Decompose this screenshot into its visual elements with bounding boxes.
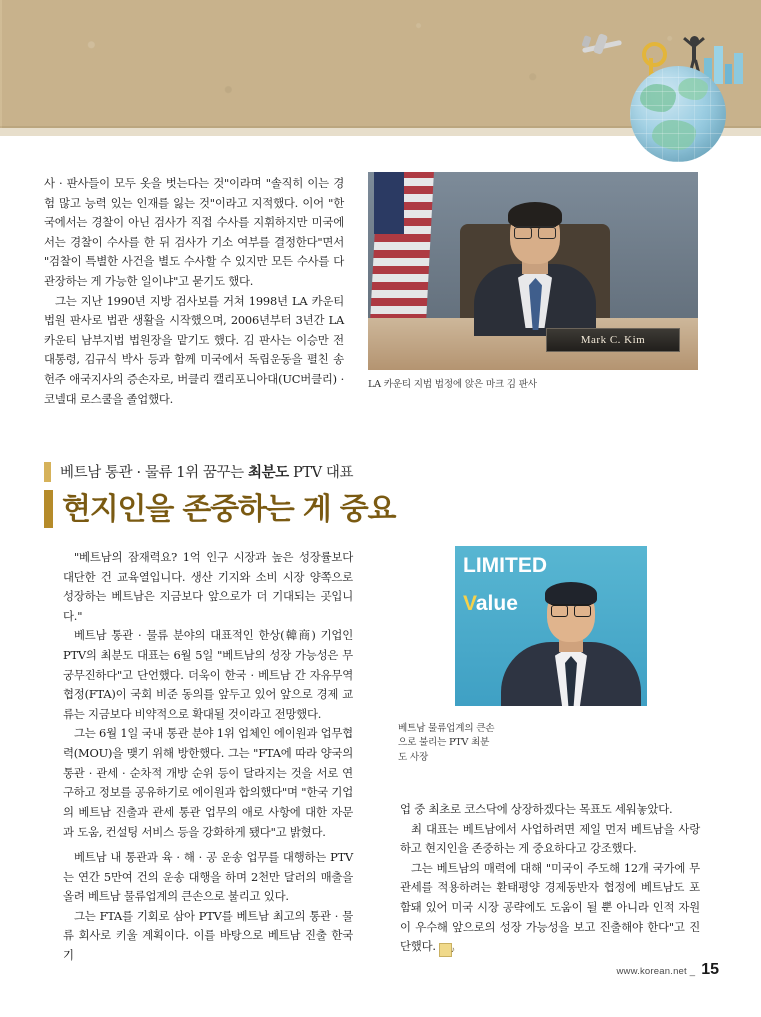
paragraph: 베트남 내 통관과 육 · 해 · 공 운송 업무를 대행하는 PTV는 연간 5만여 건의 운송 대행을 하며 2천만 달러의 매출을 올려 베트남 물류업계의 큰손으로 불리고 있다. [63,850,353,904]
judge-photo [368,172,698,370]
kicker-accent-bar [44,462,51,482]
paragraph-text: 그는 베트남의 매력에 대해 "미국이 주도해 12개 국가에 무관세를 적용하려는 환태평양 경제동반자 협정에 베트남도 포함돼 있어 미국 시장 공략에도 도움이 될 뿐 아니라 인적 자원이 우수해 앞으로의 성장 가능성을 보고 진출해야 한다"고 진단했다. [400,860,700,954]
headline-accent-bar [44,490,53,528]
paragraph: 업 중 최초로 코스닥에 상장하겠다는 목표도 세워놓았다. [400,802,673,816]
globe-illustration [580,18,750,163]
ceo-glasses-icon [551,604,591,615]
page-number: 15 [701,961,719,978]
paragraph: 베트남 통관 · 물류 분야의 대표적인 한상(韓商) 기업인 PTV의 최분도 대표는 6월 5일 "베트남의 성장 가능성은 무궁무진하다"고 단언했다. 더욱이 한국 · 베트남 간 자유무역협정(FTA)이 국회 비준 동의를 앞두고 있어 앞으로 경제 교류는 지금보다 비약적으로 확대될 것이라고 전망했다. [63,628,353,721]
kicker-name: 최분도 [247,464,289,481]
banner-highlight-letter: V [463,592,476,615]
judge-photo-caption: LA 카운티 지법 법정에 앉은 마크 김 판사 [368,379,537,390]
hair-graphic [508,202,562,228]
kicker-text-1: 베트남 통관 · 물류 1위 꿈꾸는 [60,465,248,481]
footer-url: www.korean.net _ [616,966,696,977]
nameplate: Mark C. Kim [546,328,680,352]
paragraph: "베트남의 잠재력요? 1억 인구 시장과 높은 성장률보다 대단한 건 교육열입니다. 생산 기지와 소비 시장 양쪽으로 성장하는 베트남은 지금보다 앞으로가 더 기대되는 곳입니다." [63,550,353,623]
paragraph: 사 · 판사들이 모두 옷을 벗는다는 것"이라며 "솔직히 이는 경험 많고 능력 있는 인재를 잃는 것"이라고 지적했다. 이어 "한국에서는 경찰이 아닌 검사가 직접 수사를 지휘하지만 미국에서는 경찰이 수사를 한 뒤 검사가 기소 여부를 결정한다"면서 "검찰이 특별한 사건을 별도 수사할 수 있지만 모든 수사를 다 관장하는 게 가능한 일이냐"고 묻기도 했다. [44,176,344,289]
article-kicker [60,461,353,482]
glasses-icon [514,226,556,237]
paragraph: 그는 6월 1일 국내 통관 분야 1위 업체인 에이원과 업무협력(MOU)을 맺기 위해 방한했다. 그는 "FTA에 따라 양국의 통관 · 관세 · 순차적 개방 순위 등이 달라지는 것을 서로 연구하고 정보를 공유하기로 에이원과 합의했다"며 "한국 기업의 베트남 진출과 관세 통관 업무의 애로 사항에 대한 자문과 도움, 컨설팅 서비스 등을 강화하게 됐다"고 밝혔다. [63,726,353,839]
paragraph: 최 대표는 베트남에서 사업하려면 제일 먼저 베트남을 사랑하고 현지인을 존중하는 게 중요하다고 강조했다. [400,821,700,856]
ceo-photo-banner-line2 [463,592,518,616]
kicker-text-2: PTV 대표 [288,465,354,481]
globe-icon [630,66,726,162]
paragraph [400,859,700,957]
end-mark-icon: ♪ [439,943,452,957]
paragraph: 그는 FTA를 기회로 삼아 PTV를 베트남 최고의 통관 · 물류 회사로 키울 계획이다. 이를 바탕으로 베트남 진출 한국 기 [63,908,353,963]
main-article-left-column-bottom [63,848,353,966]
ceo-hair-graphic [545,582,597,606]
ceo-photo [455,546,647,706]
paragraph: 그는 지난 1990년 지방 검사보를 거쳐 1998년 LA 카운티 법원 판사로 법관 생활을 시작했으며, 2006년부터 3년간 LA 카운티 남부지법 법원장을 맡기도 했다. 김 판사는 이승만 전 대통령, 김규식 박사 등과 함께 미국에서 독립운동을 펼친 송헌주 애국지사의 증손자로, 버클리 캘리포니아대(UC버클리) · 코넬대 로스쿨을 졸업했다. [44,293,344,406]
top-article-column [44,174,344,409]
main-article-left-column-top [63,548,353,842]
main-article-right-column [400,800,700,957]
banner-rest-letters: alue [475,592,518,615]
page-title: 현지인을 존중하는 게 중요 [62,492,396,527]
ceo-photo-caption: 베트남 물류업계의 큰손으로 불리는 PTV 최분도 사장 [398,723,495,763]
airplane-icon [580,32,626,62]
page-footer [616,961,719,979]
us-flag-union [374,172,404,234]
ceo-photo-banner-line1: LIMITED [463,554,547,577]
